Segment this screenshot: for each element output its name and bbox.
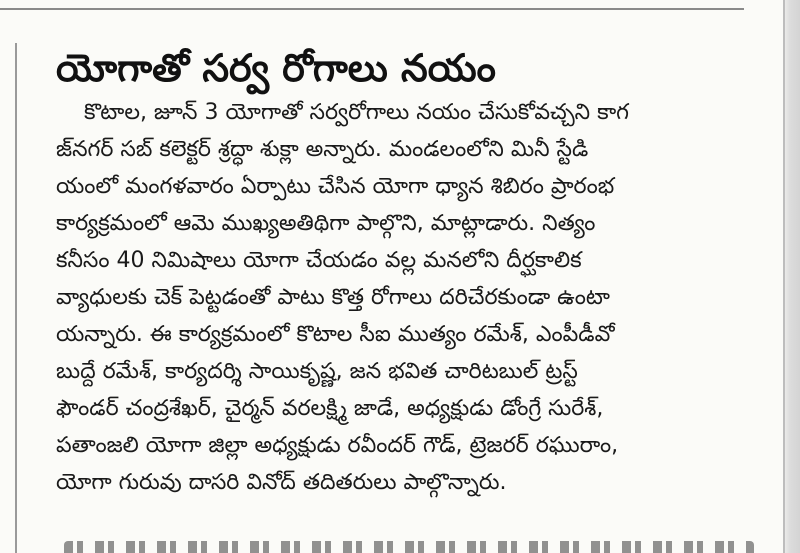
page-edge-line [783, 0, 785, 553]
article-line: కొటాల, జూన్ 3 యోగాతో సర్వరోగాలు నయం చేసుకోవచ్చని కాగ [84, 100, 630, 125]
page-edge-shadow [783, 0, 800, 553]
article-line: జ్‌నగర్ సబ్ కలెక్టర్ శ్రద్ధా శుక్లా అన్నారు. మండలంలోని మినీ స్టేడి [56, 137, 589, 162]
article-line: పతాంజలి యోగా జిల్లా అధ్యక్షుడు రవీందర్ గౌడ్, ట్రెజరర్ రఘురాం, [56, 433, 619, 458]
article-headline: యోగాతో సర్వ రోగాలు నయం [56, 46, 496, 90]
article-line: యోగా గురువు దాసరి వినోద్ తదితరులు పాల్గొన్నారు. [56, 470, 507, 495]
article-line: యన్నారు. ఈ కార్యక్రమంలో కొటాల సీఐ ముత్యం రమేశ్, ఎంపీడీవో [56, 322, 615, 347]
article-line: వ్యాధులకు చెక్ పెట్టడంతో పాటు కొత్త రోగాలు దరిచేరకుండా ఉంటా [56, 285, 610, 310]
cropped-next-line [64, 541, 754, 553]
article-line: ఫౌండర్ చంద్రశేఖర్, చైర్మన్ వరలక్ష్మి జాడే, అధ్యక్షుడు డోంగ్రే సురేశ్, [56, 396, 604, 421]
article-body [56, 94, 772, 501]
article-line: యంలో మంగళవారం ఏర్పాటు చేసిన యోగా ధ్యాన శిబిరం ప్రారంభ [56, 174, 615, 199]
top-column-rule [0, 8, 744, 10]
article-line: బుద్దే రమేశ్, కార్యదర్శి సాయికృష్ణ, జన భవిత చారిటబుల్ ట్రస్ట్ [56, 359, 578, 384]
article-line: కనీసం 40 నిమిషాలు యోగా చేయడం వల్ల మనలోని దీర్ఘకాలిక [56, 248, 582, 273]
article-line: కార్యక్రమంలో ఆమె ముఖ్యఅతిథిగా పాల్గొని, మాట్లాడారు. నిత్యం [56, 211, 596, 236]
left-column-rule [15, 43, 17, 553]
